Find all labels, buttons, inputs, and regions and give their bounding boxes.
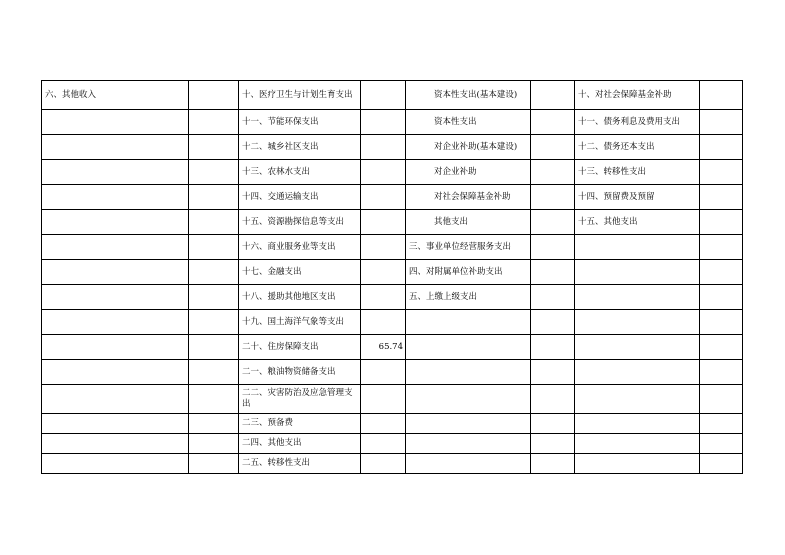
expense-economic-cell	[406, 360, 531, 385]
expense-other-amount-cell	[700, 110, 743, 135]
expense-economic-cell: 对企业补助	[406, 160, 531, 185]
income-item-cell	[42, 414, 189, 434]
income-amount-cell	[189, 454, 239, 474]
income-amount-cell	[189, 235, 239, 260]
expense-economic-amount-cell	[531, 110, 575, 135]
expense-economic-cell	[406, 414, 531, 434]
expense-function-amount-cell	[361, 81, 406, 110]
table-row	[42, 135, 743, 160]
income-amount-cell	[189, 385, 239, 414]
expense-economic-amount-cell	[531, 360, 575, 385]
expense-economic-cell: 资本性支出	[406, 110, 531, 135]
expense-other-amount-cell	[700, 285, 743, 310]
income-amount-cell	[189, 135, 239, 160]
expense-other-amount-cell	[700, 454, 743, 474]
income-amount-cell	[189, 81, 239, 110]
expense-economic-cell	[406, 454, 531, 474]
expense-other-amount-cell	[700, 260, 743, 285]
expense-other-amount-cell	[700, 434, 743, 454]
expense-function-cell: 十七、金融支出	[239, 260, 361, 285]
expense-other-amount-cell	[700, 160, 743, 185]
income-amount-cell	[189, 185, 239, 210]
income-amount-cell	[189, 110, 239, 135]
expense-function-cell: 二十、住房保障支出	[239, 335, 361, 360]
table-row	[42, 414, 743, 434]
income-amount-cell	[189, 160, 239, 185]
expense-function-cell: 二四、其他支出	[239, 434, 361, 454]
expense-function-amount-cell	[361, 454, 406, 474]
expense-other-cell	[575, 434, 700, 454]
expense-other-amount-cell	[700, 235, 743, 260]
income-amount-cell	[189, 210, 239, 235]
expense-function-amount-cell	[361, 260, 406, 285]
expense-other-cell	[575, 285, 700, 310]
income-amount-cell	[189, 414, 239, 434]
expense-economic-cell: 五、上缴上级支出	[406, 285, 531, 310]
table-row	[42, 110, 743, 135]
expense-other-amount-cell	[700, 335, 743, 360]
income-item-cell	[42, 385, 189, 414]
expense-other-amount-cell	[700, 210, 743, 235]
income-amount-cell	[189, 260, 239, 285]
expense-economic-cell: 对企业补助(基本建设)	[406, 135, 531, 160]
expense-function-amount-cell	[361, 160, 406, 185]
income-amount-cell	[189, 285, 239, 310]
expense-economic-cell	[406, 310, 531, 335]
expense-other-amount-cell	[700, 385, 743, 414]
expense-economic-cell: 资本性支出(基本建设)	[406, 81, 531, 110]
income-item-cell	[42, 185, 189, 210]
expense-other-cell	[575, 310, 700, 335]
expense-function-amount-cell	[361, 310, 406, 335]
expense-other-amount-cell	[700, 81, 743, 110]
expense-function-cell: 二三、预备费	[239, 414, 361, 434]
income-amount-cell	[189, 360, 239, 385]
expense-function-cell: 十四、交通运输支出	[239, 185, 361, 210]
expense-economic-amount-cell	[531, 260, 575, 285]
income-item-cell	[42, 335, 189, 360]
expense-function-cell: 十五、资源勘探信息等支出	[239, 210, 361, 235]
expense-economic-amount-cell	[531, 285, 575, 310]
expense-function-amount-cell	[361, 185, 406, 210]
table-row	[42, 285, 743, 310]
expense-function-cell: 十六、商业服务业等支出	[239, 235, 361, 260]
expense-economic-amount-cell	[531, 210, 575, 235]
table-row	[42, 335, 743, 360]
expense-economic-amount-cell	[531, 235, 575, 260]
expense-function-amount-cell	[361, 210, 406, 235]
expense-function-amount-cell	[361, 285, 406, 310]
table-row	[42, 360, 743, 385]
table-row	[42, 160, 743, 185]
expense-function-cell: 二五、转移性支出	[239, 454, 361, 474]
expense-function-cell: 十九、国土海洋气象等支出	[239, 310, 361, 335]
income-amount-cell	[189, 310, 239, 335]
expense-economic-cell: 对社会保障基金补助	[406, 185, 531, 210]
expense-other-cell: 十二、债务还本支出	[575, 135, 700, 160]
table-row	[42, 260, 743, 285]
table-row	[42, 454, 743, 474]
expense-function-cell: 十一、节能环保支出	[239, 110, 361, 135]
expense-function-amount-cell	[361, 110, 406, 135]
expense-economic-cell: 四、对附属单位补助支出	[406, 260, 531, 285]
expense-other-cell: 十五、其他支出	[575, 210, 700, 235]
expense-economic-amount-cell	[531, 335, 575, 360]
expense-economic-amount-cell	[531, 135, 575, 160]
table-row	[42, 434, 743, 454]
expense-economic-amount-cell	[531, 81, 575, 110]
expense-function-amount-cell	[361, 360, 406, 385]
expense-function-amount-cell	[361, 414, 406, 434]
expense-economic-cell	[406, 434, 531, 454]
expense-other-cell	[575, 235, 700, 260]
table-row	[42, 385, 743, 414]
expense-function-amount-cell: 65.74	[361, 335, 406, 360]
expense-economic-amount-cell	[531, 414, 575, 434]
expense-economic-cell	[406, 335, 531, 360]
expense-other-cell: 十、对社会保障基金补助	[575, 81, 700, 110]
expense-other-amount-cell	[700, 135, 743, 160]
expense-function-cell: 十八、援助其他地区支出	[239, 285, 361, 310]
income-item-cell	[42, 285, 189, 310]
expense-economic-amount-cell	[531, 385, 575, 414]
expense-economic-cell: 三、事业单位经营服务支出	[406, 235, 531, 260]
expense-function-cell: 二一、粮油物资储备支出	[239, 360, 361, 385]
expense-economic-amount-cell	[531, 434, 575, 454]
expense-other-cell	[575, 385, 700, 414]
expense-other-cell: 十四、预留费及预留	[575, 185, 700, 210]
expense-function-cell: 二二、灾害防治及应急管理支出	[239, 385, 361, 414]
expense-function-cell: 十二、城乡社区支出	[239, 135, 361, 160]
expense-economic-amount-cell	[531, 185, 575, 210]
expense-other-cell: 十三、转移性支出	[575, 160, 700, 185]
expense-other-cell	[575, 360, 700, 385]
expense-other-cell	[575, 414, 700, 434]
expense-other-cell	[575, 335, 700, 360]
income-item-cell	[42, 260, 189, 285]
expense-other-amount-cell	[700, 414, 743, 434]
expense-function-amount-cell	[361, 434, 406, 454]
table-row	[42, 235, 743, 260]
expense-economic-amount-cell	[531, 160, 575, 185]
expense-other-amount-cell	[700, 185, 743, 210]
income-item-cell: 六、其他收入	[42, 81, 189, 110]
income-item-cell	[42, 110, 189, 135]
expense-function-cell: 十、医疗卫生与计划生育支出	[239, 81, 361, 110]
income-amount-cell	[189, 434, 239, 454]
budget-table	[41, 80, 743, 474]
table-row	[42, 81, 743, 110]
expense-other-cell	[575, 260, 700, 285]
income-item-cell	[42, 360, 189, 385]
expense-function-amount-cell	[361, 235, 406, 260]
expense-economic-amount-cell	[531, 310, 575, 335]
income-item-cell	[42, 310, 189, 335]
expense-other-cell: 十一、债务利息及费用支出	[575, 110, 700, 135]
income-item-cell	[42, 235, 189, 260]
income-amount-cell	[189, 335, 239, 360]
table-row	[42, 210, 743, 235]
expense-economic-cell	[406, 385, 531, 414]
expense-other-amount-cell	[700, 360, 743, 385]
income-item-cell	[42, 434, 189, 454]
expense-other-amount-cell	[700, 310, 743, 335]
income-item-cell	[42, 454, 189, 474]
table-row	[42, 310, 743, 335]
expense-function-amount-cell	[361, 385, 406, 414]
expense-economic-cell: 其他支出	[406, 210, 531, 235]
income-item-cell	[42, 160, 189, 185]
expense-function-amount-cell	[361, 135, 406, 160]
income-item-cell	[42, 210, 189, 235]
expense-economic-amount-cell	[531, 454, 575, 474]
income-item-cell	[42, 135, 189, 160]
expense-other-cell	[575, 454, 700, 474]
table-row	[42, 185, 743, 210]
expense-function-cell: 十三、农林水支出	[239, 160, 361, 185]
